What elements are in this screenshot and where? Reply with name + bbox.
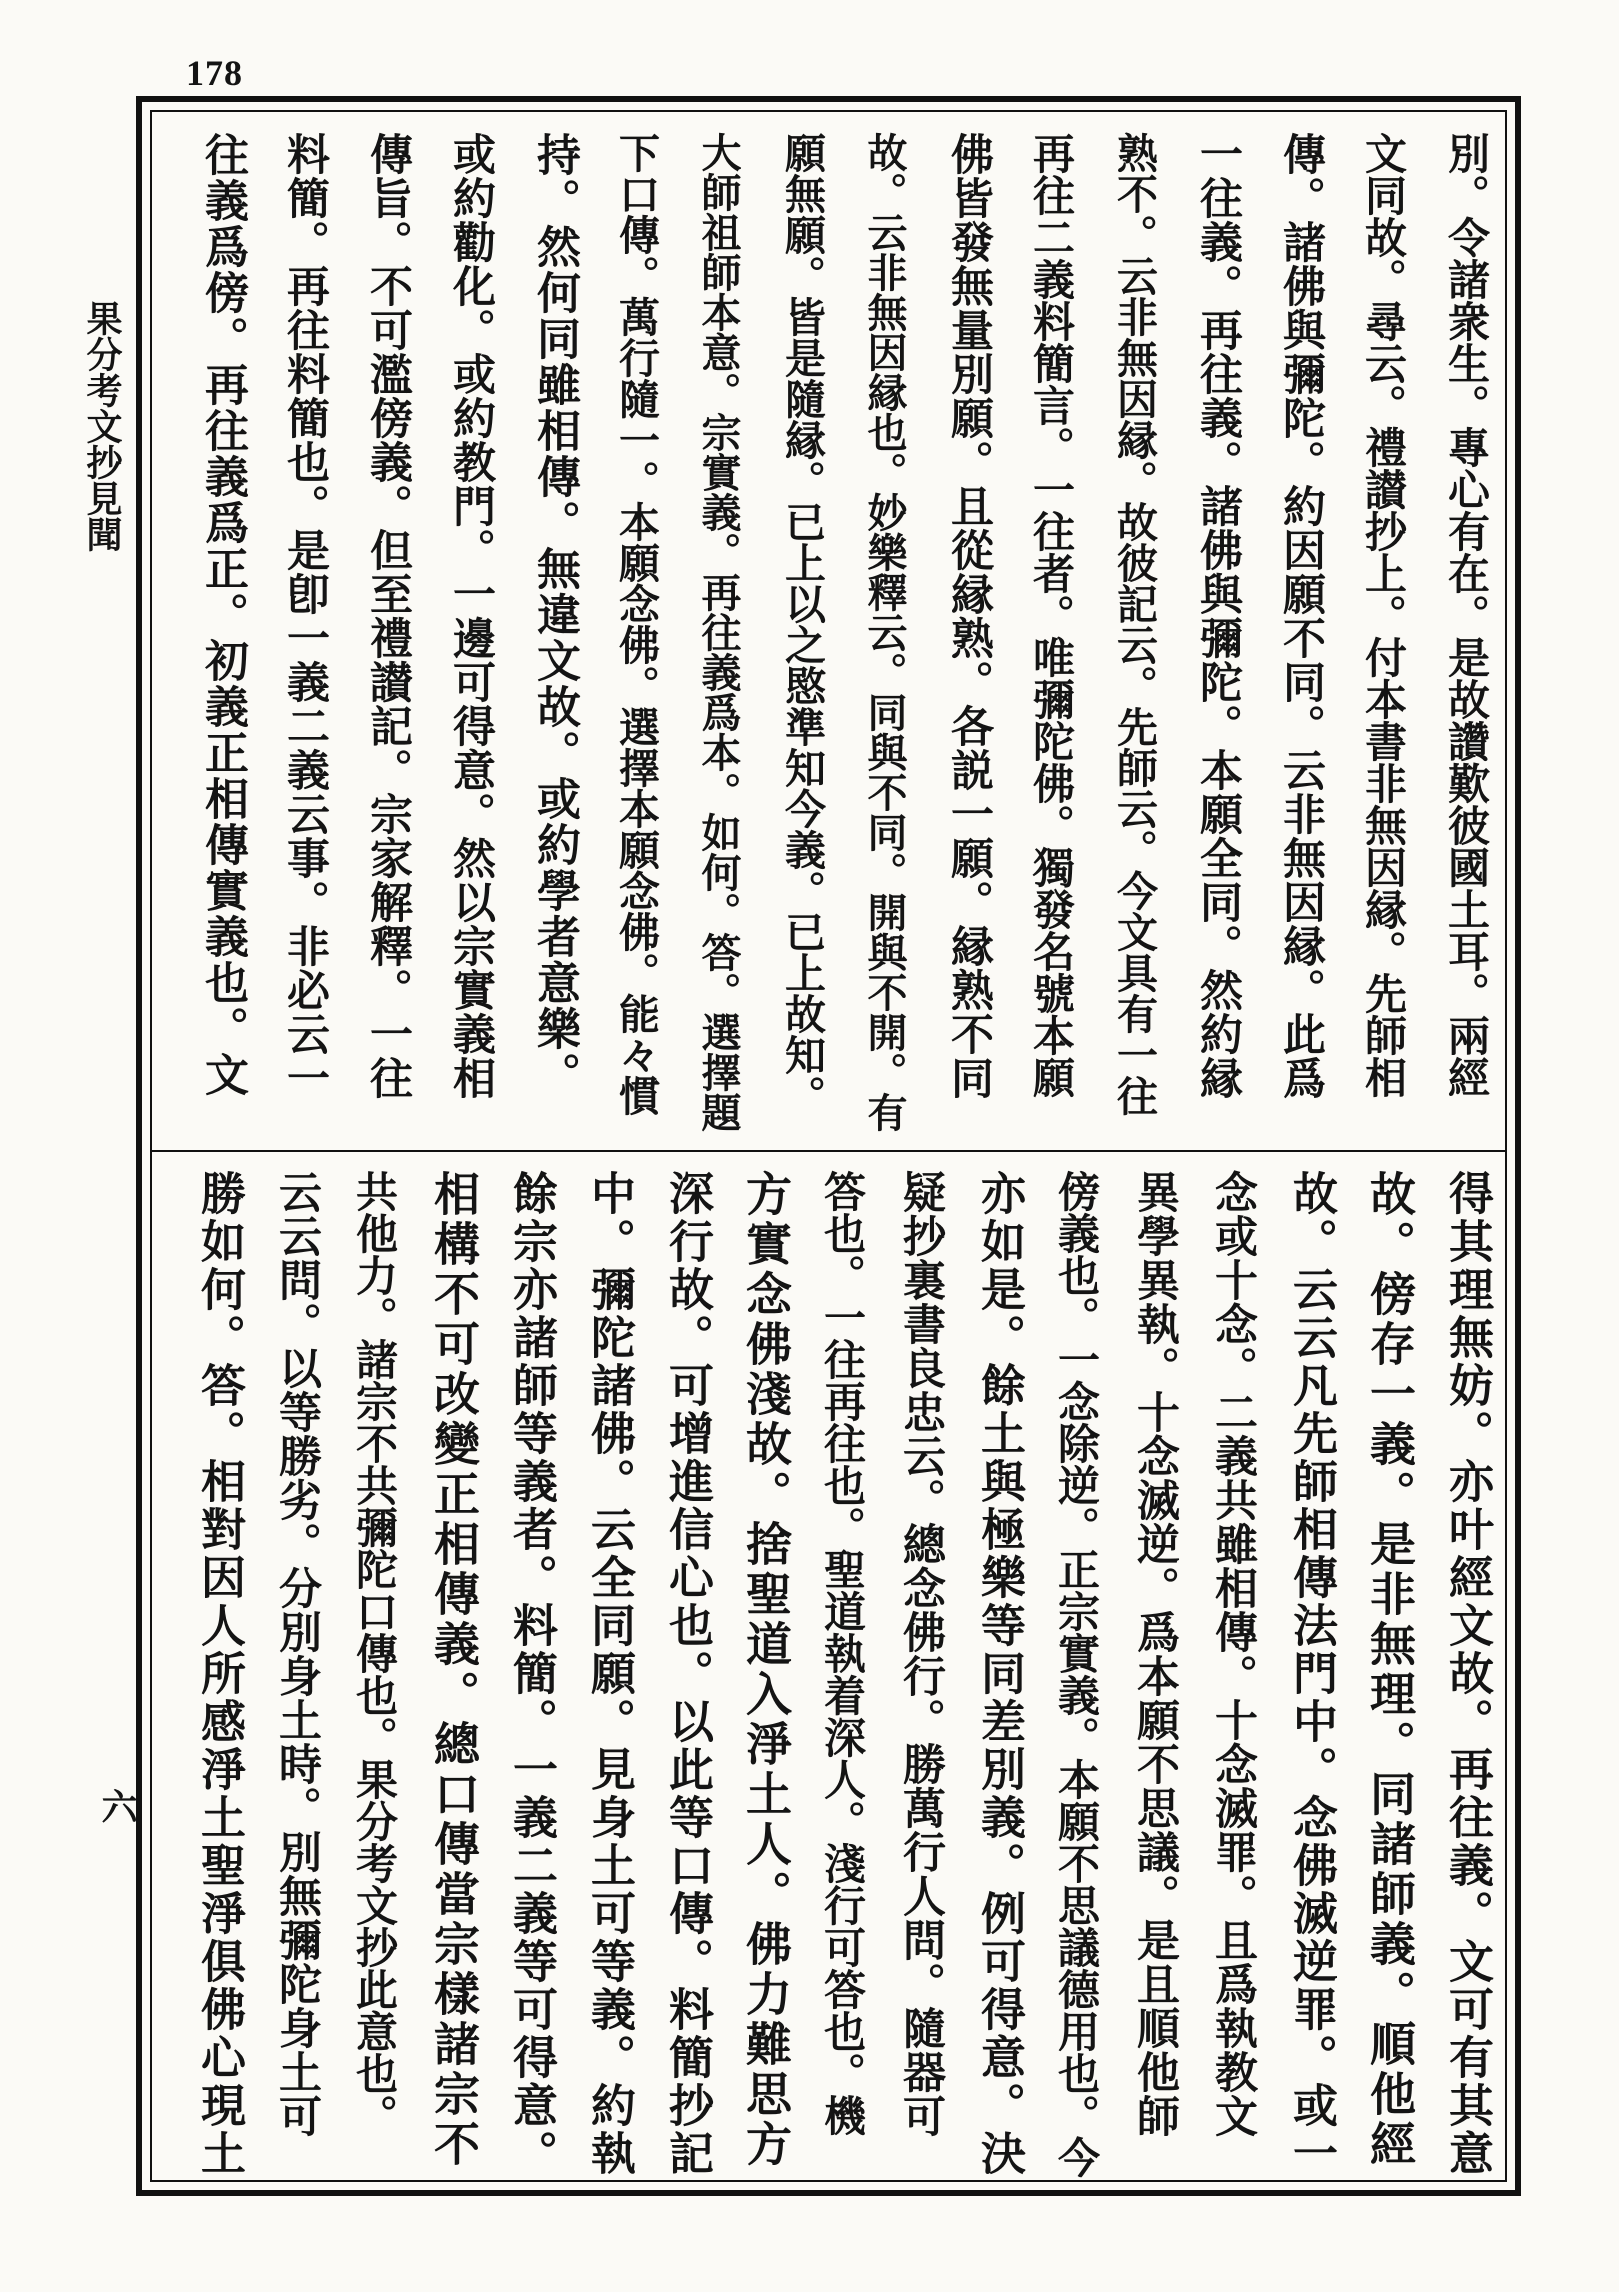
lower-column-2: 故。傍存一義。是非無理。同諸師義。順他經 — [1363, 1170, 1417, 2170]
lower-column-8: 疑抄裏書良忠云。總念佛行。勝萬行人問。隨器可 — [896, 1170, 946, 2138]
upper-column-16: 往義爲傍。再往義爲正。初義正相傳實義也。文 — [197, 132, 248, 1098]
lower-column-7: 亦如是。餘土與極樂等同差別義。例可得意。決 — [973, 1170, 1026, 2178]
upper-column-11: 下口傳。萬行隨一。本願念佛。選擇本願念佛。能々慣 — [612, 132, 660, 1116]
upper-column-8: 故。云非無因縁也。妙樂釋云。同與不同。開與不開。有 — [861, 132, 908, 1132]
upper-column-14: 傳旨。不可濫傍義。但至禮讃記。宗家解釋。一往 — [363, 132, 413, 1100]
lower-column-13: 餘宗亦諸師等義者。料簡。一義二義等可得意。 — [505, 1170, 558, 2178]
upper-column-13: 或約勸化。或約教門。一邊可得意。然以宗實義相 — [446, 132, 496, 1100]
lower-column-1: 得其理無妨。亦叶經文故。再往義。文可有其意 — [1441, 1170, 1494, 2178]
upper-column-2: 文同故。尋云。禮讃抄上。付本書非無因縁。先師相 — [1359, 132, 1408, 1098]
upper-column-9: 願無願。皆是隨縁。已上以之愍準知今義。已上故知。 — [778, 132, 826, 1116]
lower-column-15: 共他力。諸宗不共彌陀口傳也。果分考文抄此意也。 — [350, 1170, 399, 2136]
lower-column-6: 傍義也。一念除逆。正宗實義。本願不思議德用也。今 — [1052, 1170, 1101, 2178]
lower-column-16: 云云問。以等勝劣。分別身土時。別無彌陀身土可 — [272, 1170, 322, 2138]
leaf-number: 六 — [96, 1788, 138, 1824]
upper-column-7: 佛皆發無量別願。且從縁熟。各説一願。縁熟不同 — [944, 132, 994, 1100]
text-frame-inner — [150, 110, 1507, 2182]
book-title: 果分考文抄見聞 — [81, 300, 123, 552]
lower-column-17: 勝如何。答。相對因人所感淨土聖淨俱佛心現土 — [193, 1170, 246, 2178]
lower-column-5: 異學異執。十念滅逆。爲本願不思議。是且順他師 — [1130, 1170, 1180, 2138]
text-frame — [136, 96, 1521, 2196]
upper-column-6: 再往二義料簡言。一往者。唯彌陀佛。獨發名號本願 — [1027, 132, 1076, 1098]
lower-column-10: 方實念佛淺故。捨聖道入淨土人。佛力難思方 — [739, 1170, 793, 2170]
upper-column-12: 持。然何同雖相傳。無違文故。或約學者意樂。 — [529, 132, 580, 1098]
lower-column-3: 故。云云凡先師相傳法門中。念佛滅逆罪。或一 — [1285, 1170, 1338, 2178]
upper-column-5: 熟不。云非無因縁。故彼記云。先師云。今文具有一往 — [1110, 132, 1158, 1116]
upper-column-3: 傳。諸佛與彌陀。約因願不同。云非無因縁。此爲 — [1276, 132, 1326, 1100]
lower-column-4: 念或十念。二義共雖相傳。十念滅罪。且爲執教文 — [1208, 1170, 1258, 2138]
lower-column-14: 相構不可改變正相傳義。總口傳當宗樣諸宗不 — [427, 1170, 481, 2170]
lower-column-9: 答也。一往再往也。聖道執着深人。淺行可答也。機 — [818, 1170, 867, 2136]
upper-column-4: 一往義。再往義。諸佛與彌陀。本願全同。然約縁 — [1193, 132, 1243, 1100]
upper-column-1: 別。令諸衆生。專心有在。是故讚歎彼國土耳。兩經 — [1442, 132, 1491, 1098]
section-divider — [152, 1150, 1505, 1152]
page-number: 178 — [186, 53, 243, 93]
upper-column-10: 大師祖師本意。宗實義。再往義爲本。如何。答。選擇題 — [695, 132, 742, 1132]
lower-column-12: 中。彌陀諸佛。云全同願。見身土可等義。約執 — [583, 1170, 636, 2178]
upper-column-15: 料簡。再往料簡也。是卽一義二義云事。非必云一 — [280, 132, 330, 1100]
lower-column-11: 深行故。可增進信心也。以此等口傳。料簡抄記 — [661, 1170, 714, 2178]
